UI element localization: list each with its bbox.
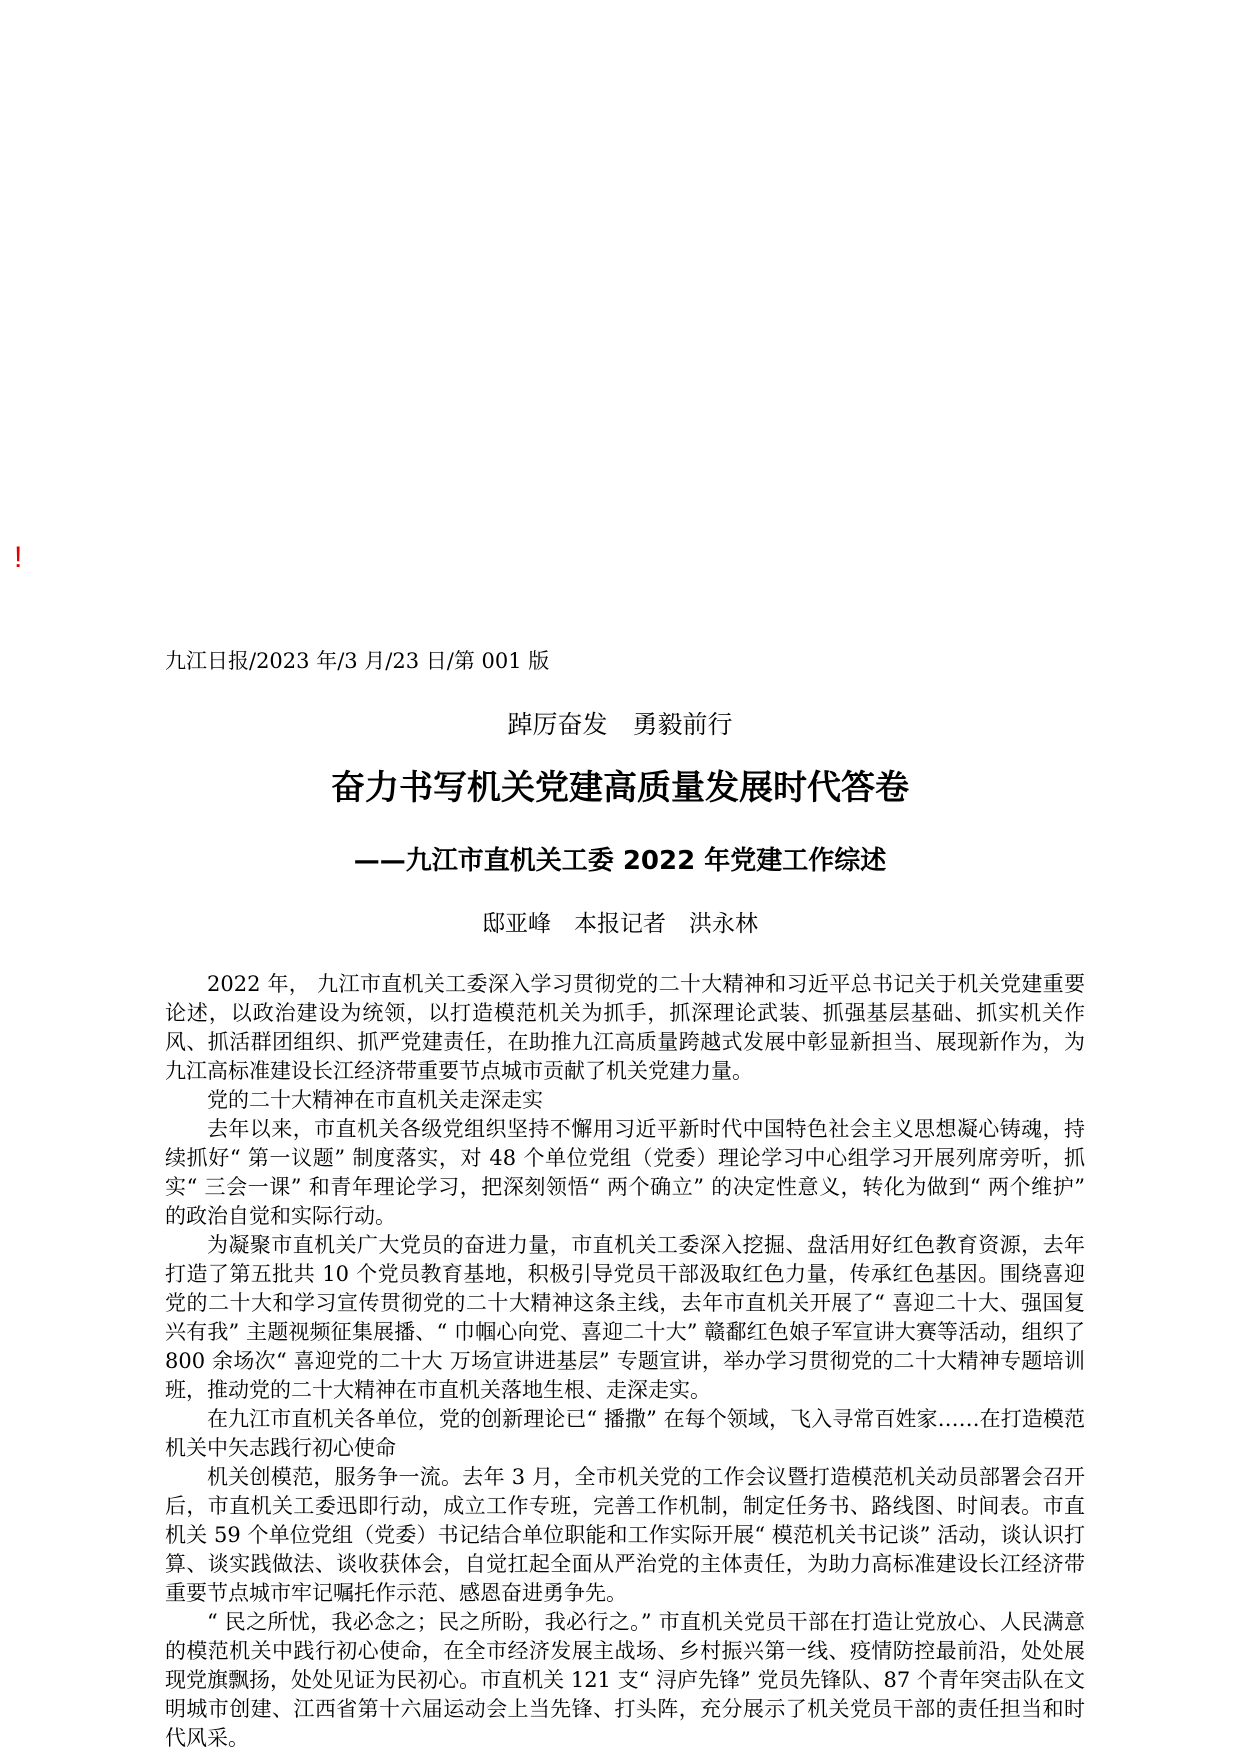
- paragraph: 去年以来，市直机关各级党组织坚持不懈用习近平新时代中国特色社会主义思想凝心铸魂，持续抓好“ 第一议题” 制度落实，对 48 个单位党组（党委）理论学习中心组学习开展列席旁听，抓实“ 三会一课” 和青年理论学习，把深刻领悟“ 两个确立” 的决定性意义，转化为做到“ 两个维护” 的政治自觉和实际行动。: [165, 1117, 1085, 1228]
- article-body: [165, 970, 1085, 1753]
- source-line: 九江日报/2023 年/3 月/23 日/第 001 版: [165, 649, 550, 673]
- article-subtitle: ——九江市直机关工委 2022 年党建工作综述: [353, 846, 887, 876]
- red-exclamation-mark: !: [14, 541, 23, 574]
- section-heading: 党的二十大精神在市直机关走深走实: [207, 1088, 543, 1112]
- paragraph: 2022 年， 九江市直机关工委深入学习贯彻党的二十大精神和习近平总书记关于机关党建重要论述，以政治建设为统领，以打造模范机关为抓手，抓深理论武装、抓强基层基础、抓实机关作风、抓活群团组织、抓严党建责任，在助推九江高质量跨越式发展中彰显新担当、展现新作为，为九江高标准建设长江经济带重要节点城市贡献了机关党建力量。: [165, 972, 1085, 1083]
- paragraph: 在九江市直机关各单位，党的创新理论已“ 播撒” 在每个领域，飞入寻常百姓家……在打造模范机关中矢志践行初心使命: [165, 1407, 1085, 1460]
- paragraph: 机关创模范，服务争一流。去年 3 月，全市机关党的工作会议暨打造模范机关动员部署会召开后，市直机关工委迅即行动，成立工作专班，完善工作机制，制定任务书、路线图、时间表。市直机关 59 个单位党组（党委）书记结合单位职能和工作实际开展“ 模范机关书记谈” 活动，谈认识打算、谈实践做法、谈收获体会，自觉扛起全面从严治党的主体责任，为助力高标准建设长江经济带重要节点城市牢记嘱托作示范、感恩奋进勇争先。: [165, 1465, 1085, 1605]
- kicker-heading: 踔厉奋发 勇毅前行: [507, 710, 733, 739]
- paragraph: “ 民之所忧，我必念之；民之所盼，我必行之。” 市直机关党员干部在打造让党放心、人民满意的模范机关中践行初心使命，在全市经济发展主战场、乡村振兴第一线、疫情防控最前沿，处处展现党旗飘扬，处处见证为民初心。市直机关 121 支“ 浔庐先锋” 党员先锋队、87 个青年突击队在文明城市创建、江西省第十六届运动会上当先锋、打头阵，充分展示了机关党员干部的责任担当和时代风采。: [165, 1610, 1085, 1750]
- byline: 邸亚峰 本报记者 洪永林: [482, 911, 758, 937]
- paragraph: 为凝聚市直机关广大党员的奋进力量，市直机关工委深入挖掘、盘活用好红色教育资源，去年打造了第五批共 10 个党员教育基地，积极引导党员干部汲取红色力量，传承红色基因。围绕喜迎党的二十大和学习宣传贯彻党的二十大精神这条主线，去年市直机关开展了“ 喜迎二十大、强国复兴有我” 主题视频征集展播、“ 巾帼心向党、喜迎二十大” 赣鄱红色娘子军宣讲大赛等活动，组织了 800 余场次“ 喜迎党的二十大 万场宣讲进基层” 专题宣讲，举办学习贯彻党的二十大精神专题培训班，推动党的二十大精神在市直机关落地生根、走深走实。: [165, 1233, 1085, 1402]
- article-title: 奋力书写机关党建高质量发展时代答卷: [331, 768, 909, 808]
